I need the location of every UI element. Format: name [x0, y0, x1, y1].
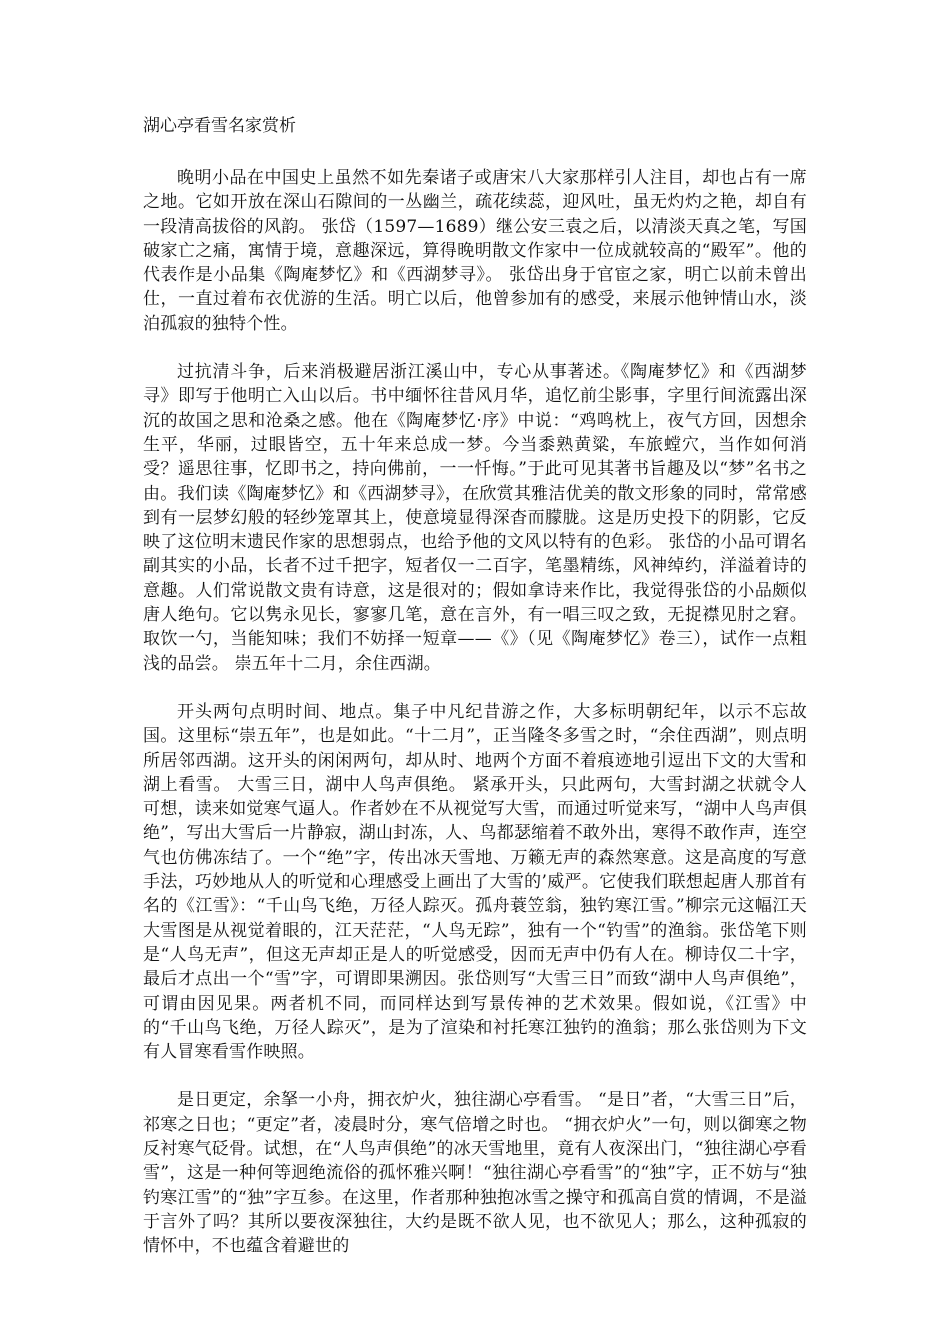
document-title: 湖心亭看雪名家赏析: [143, 116, 296, 136]
paragraph-4: 是日更定，余拏一小舟，拥衣炉火，独往湖心亭看雪。 “是日”者，“大雪三日”后，祁寒之日也；“更定”者，凌晨时分，寒气倍增之时也。 “拥衣炉火”一句，则以御寒之物反衬寒气砭骨。试想，在“人鸟声俱绝”的冰天雪地里，竟有人夜深出门，“独往湖心亭看雪”，这是一种何等迥绝流俗的孤怀雅兴啊！“独往湖心亭看雪”的“独”字，正不妨与“独钓寒江雪”的“独”字互参。在这里，作者那种独抱冰雪之操守和孤高自赏的情调，不是溢于言外了吗？其所以要夜深独往，大约是既不欲人见，也不欲见人；那么，这种孤寂的情怀中，不也蕴含着避世的: [143, 1090, 807, 1257]
paragraph-1: 晚明小品在中国史上虽然不如先秦诸子或唐宋八大家那样引人注目，却也占有一席之地。它如开放在深山石隙间的一丛幽兰，疏花续蕊，迎风吐，虽无灼灼之艳，却自有一段清高拔俗的风韵。 张岱（1597—1689）继公安三袁之后，以清淡天真之笔，写国破家亡之痛，寓情于境，意趣深远，算得晚明散文作家中一位成就较高的“殿军”。他的代表作是小品集《陶庵梦忆》和《西湖梦寻》。 张岱出身于官宦之家，明亡以前未曾出仕，一直过着布衣优游的生活。明亡以后，他曾参加有的感受，来展示他钟情山水，淡泊孤寂的独特个性。: [143, 168, 807, 334]
document-page: [143, 112, 807, 1282]
paragraph-2: 过抗清斗争，后来消极避居浙江溪山中，专心从事著述。《陶庵梦忆》和《西湖梦寻》即写于他明亡入山以后。书中缅怀往昔风月华，追忆前尘影事，字里行间流露出深沉的故国之思和沧桑之感。他在《陶庵梦忆·序》中说：“鸡鸣枕上，夜气方回，因想余生平，华丽，过眼皆空，五十年来总成一梦。今当黍熟黄粱，车旅螳穴，当作如何消受？遥思往事，忆即书之，持向佛前，一一忏悔。”于此可见其著书旨趣及以“梦”名书之由。我们读《陶庵梦忆》和《西湖梦寻》，在欣赏其雅洁优美的散文形象的同时，常常感到有一层梦幻般的轻纱笼罩其上，使意境显得深杳而朦胧。这是历史投下的阴影，它反映了这位明末遗民作家的思想弱点，也给予他的文风以特有的色彩。 张岱的小品可谓名副其实的小品，长者不过千把字，短者仅一二百字，笔墨精练，风神绰约，洋溢着诗的意趣。人们常说散文贵有诗意，这是很对的；假如拿诗来作比，我觉得张岱的小品颇似唐人绝句。它以隽永见长，寥寥几笔，意在言外，有一唱三叹之致，无捉襟见肘之窘。取饮一勺，当能知味；我们不妨择一短章——《》（见《陶庵梦忆》卷三），试作一点粗浅的品尝。 崇五年十二月，余住西湖。: [143, 362, 807, 674]
paragraph-3: 开头两句点明时间、地点。集子中凡纪昔游之作，大多标明朝纪年，以示不忘故国。这里标“崇五年”，也是如此。“十二月”，正当隆冬多雪之时，“余住西湖”，则点明所居邻西湖。这开头的闲闲两句，却从时、地两个方面不着痕迹地引逗出下文的大雪和湖上看雪。 大雪三日，湖中人鸟声俱绝。 紧承开头，只此两句，大雪封湖之状就令人可想，读来如觉寒气逼人。作者妙在不从视觉写大雪，而通过听觉来写，“湖中人鸟声俱绝”，写出大雪后一片静寂，湖山封冻，人、鸟都瑟缩着不敢外出，寒得不敢作声，连空气也仿佛冻结了。一个“绝”字，传出冰天雪地、万籁无声的森然寒意。这是高度的写意手法，巧妙地从人的听觉和心理感受上画出了大雪的’威严。它使我们联想起唐人那首有名的《江雪》：“千山鸟飞绝，万径人踪灭。孤舟蓑笠翁，独钓寒江雪。”柳宗元这幅江天大雪图是从视觉着眼的，江天茫茫，“人鸟无踪”，独有一个“钓雪”的渔翁。张岱笔下则是“人鸟无声”，但这无声却正是人的听觉感受，因而无声中仍有人在。柳诗仅二十字，最后才点出一个“雪”字，可谓即果溯因。张岱则写“大雪三日”而致“湖中人鸟声俱绝”，可谓由因见果。两者机不同，而同样达到写景传神的艺术效果。假如说，《江雪》中的“千山鸟飞绝，万径人踪灭”，是为了渲染和衬托寒江独钓的渔翁；那么张岱则为下文有人冒寒看雪作映照。: [143, 701, 807, 1063]
